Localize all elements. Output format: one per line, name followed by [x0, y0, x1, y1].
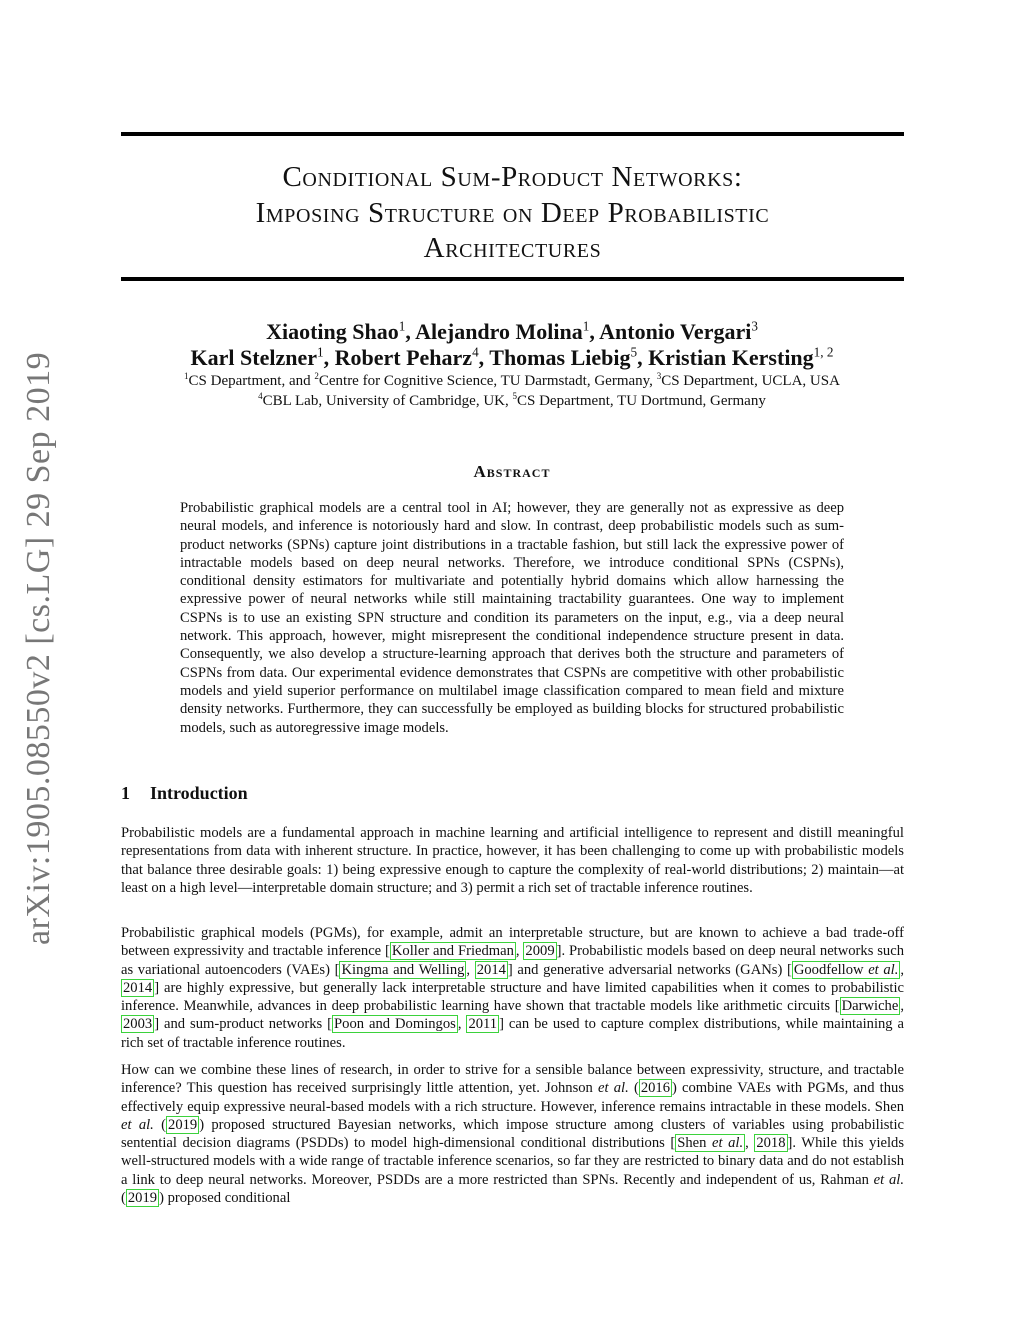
- authors-line-2: Karl Stelzner$^1$, Robert Peharz$^4$, Thomas Liebig$^5$, Kristian Kersting$^{1, 2}$: [190, 344, 834, 370]
- paragraph-text: ,: [515, 943, 524, 960]
- affiliation-text: CS Department, UCLA, USA: [661, 373, 840, 389]
- author-affiliation-mark: 1: [398, 318, 406, 334]
- affiliations-line-1: [60, 372, 964, 391]
- citation-link[interactable]: [166, 1116, 199, 1134]
- paragraph-text: ]. While this yields well-structured models with a wide range of tractable inference scenarios, so far they are restricted to binary data and do not establish a link to deep neural networks. Moreover, PSDDs are a more restricted than SPNs. Recently and independent of us, Rahman: [121, 1135, 905, 1188]
- section-title: Introduction: [150, 783, 248, 803]
- citation-link-part: Poon and Domingos: [334, 1016, 456, 1033]
- affiliation-text: Centre for Cognitive Science, TU Darmstadt, Germany,: [318, 373, 657, 389]
- citation-link[interactable]: [466, 1015, 499, 1033]
- author-name: Kristian Kersting: [648, 345, 814, 370]
- paper-title-line-2: Imposing Structure on Deep Probabilistic: [255, 197, 770, 229]
- intro-paragraph: [121, 1061, 904, 1207]
- section-number: 1: [121, 783, 130, 803]
- citation-link[interactable]: [754, 1134, 787, 1152]
- citation-link-part: 2011: [468, 1016, 498, 1033]
- affiliation-text: CS Department, TU Dortmund, Germany: [516, 393, 766, 409]
- citation-link[interactable]: [523, 942, 556, 960]
- author-affiliation-mark: 3: [751, 318, 758, 334]
- citation-link-part: Koller and Friedman: [391, 943, 514, 960]
- paragraph-text: ,: [900, 961, 905, 978]
- citation-link-part: 2014: [123, 979, 153, 996]
- citation-link-part: et al.: [712, 1135, 744, 1152]
- paragraph-text: ) proposed structured Bayesian networks, which impose structure among clusters of variables using probabilistic sentential decision diagrams (PSDDs) to model high-dimensional conditional distributions [: [121, 1116, 905, 1152]
- citation-link-part: et al.: [868, 961, 899, 978]
- citation-link[interactable]: [840, 997, 901, 1015]
- citation-link-part: Goodfellow: [793, 961, 869, 978]
- author-name: Robert Peharz: [334, 345, 473, 370]
- paragraph-text: ,: [457, 1016, 467, 1033]
- author-name: Thomas Liebig: [489, 345, 631, 370]
- title-top-rule: [121, 132, 904, 136]
- citation-link[interactable]: [792, 961, 901, 979]
- author-name: Antonio Vergari: [599, 319, 752, 344]
- section-heading: [121, 783, 248, 804]
- paragraph-text: ) proposed conditional: [159, 1190, 291, 1207]
- paragraph-text: Probabilistic graphical models (PGMs), for example, admit an interpretable structure, but are known to achieve a bad trade-off between expressivity and tractable inference [: [121, 925, 904, 960]
- affiliation-mark: 5: [512, 391, 517, 401]
- paragraph-text: ] are highly expressive, but generally lack interpretable structure and have limited capabilities when it comes to probabilistic inference. Meanwhile, advances in deep probabilistic learning have shown that tractable models like arithmetic circuits [: [121, 979, 904, 1015]
- paragraph-text: ) combine VAEs with PGMs, and thus effectively equip expressive neural-based models with a rich structure. However, inference remains intractable in these models. Shen: [121, 1080, 904, 1115]
- affiliations-line-2: [60, 392, 964, 411]
- author-affiliation-mark: 5: [630, 344, 638, 360]
- paragraph-text: (: [628, 1080, 639, 1097]
- citation-link-part: 2003: [123, 1016, 153, 1033]
- affiliation-mark: 1: [184, 371, 189, 381]
- affiliation-mark: 4: [258, 391, 263, 401]
- affiliation-mark: 2: [314, 371, 319, 381]
- citation-link[interactable]: [332, 1015, 458, 1033]
- paragraph-text: How can we combine these lines of research, in order to strive for a sensible balance between expressivity, structure, and tractable inference? This question has received surprisingly little attention, yet. Johnson: [121, 1062, 904, 1097]
- author-name: Xiaoting Shao: [266, 319, 399, 344]
- author-affiliation-mark: 1: [317, 344, 324, 360]
- citation-link-part: Darwiche: [841, 998, 899, 1015]
- citation-link-part: 2019: [168, 1116, 198, 1133]
- citation-link-part: Shen: [677, 1135, 712, 1152]
- paragraph-text: (: [153, 1116, 167, 1133]
- author-affiliation-mark: 4: [472, 344, 479, 360]
- paragraph-text: ,: [466, 961, 475, 978]
- abstract-body: Probabilistic graphical models are a central tool in AI; however, they are generally not as expressive as deep neural models, and inference is notoriously hard and slow. In contrast, deep probabilistic models such as sum-product networks (SPNs) capture joint distributions in a tractable fashion, but still lack the expressive power of intractable models based on deep neural networks. Therefore, we introduce conditional SPNs (CSPNs), conditional density estimators for multivariate and potentially hybrid domains which allow harnessing the expressive power of neural networks while still maintaining tractability guarantees. One way to implement CSPNs is to use an existing SPN structure and condition its parameters on the input, e.g., via a deep neural network. This approach, however, might misrepresent the conditional independence structure present in data. Consequently, we also develop a structure-learning approach that derives both the structure and parameters of CSPNs from data. Our experimental evidence demonstrates that CSPNs are competitive with other probabilistic models and yield superior performance on multilabel image classification compared to mean field and mixture density networks. Furthermore, they can successfully be employed as building blocks for structured probabilistic models, such as autoregressive image models.: [180, 500, 844, 736]
- citation-link[interactable]: [121, 979, 154, 997]
- intro-paragraph: [121, 824, 904, 897]
- paragraph-text: (: [121, 1190, 126, 1207]
- paragraph-text: ,: [745, 1135, 755, 1152]
- affiliation-text: CBL Lab, University of Cambridge, UK,: [262, 393, 513, 409]
- paragraph-text: ,: [900, 998, 904, 1015]
- author-affiliation-mark: 1, 2: [813, 344, 834, 360]
- intro-paragraph: [121, 924, 904, 1052]
- citation-link[interactable]: [475, 961, 508, 979]
- citation-link-part: 2009: [525, 943, 555, 960]
- author-name: Karl Stelzner: [190, 345, 318, 370]
- arxiv-identifier-stamp: arXiv:1905.08550v2 [cs.LG] 29 Sep 2019: [20, 351, 57, 945]
- paragraph-text: ] can be used to capture complex distributions, while maintaining a rich set of tractable inference routines.: [121, 1016, 905, 1051]
- abstract-heading: Abstract: [473, 462, 551, 481]
- citation-link[interactable]: [121, 1015, 154, 1033]
- citation-link-part: 2014: [476, 961, 506, 978]
- citation-link-part: 2016: [640, 1080, 670, 1097]
- citation-link[interactable]: [126, 1189, 159, 1207]
- author-affiliation-mark: 1: [582, 318, 590, 334]
- authors-line-1: Xiaoting Shao$^1$, Alejandro Molina$^1$, Antonio Vergari$^3$: [266, 318, 758, 344]
- citation-link[interactable]: [339, 961, 466, 979]
- citation-link-part: Kingma and Welling: [341, 961, 465, 978]
- paragraph-text: Probabilistic models are a fundamental approach in machine learning and artificial intelligence to represent and distill meaningful representations from data with inherent structure. In practice, however, it has been challenging to come up with probabilistic models that balance three desirable goals: 1) being expressive enough to capture the complexity of real-world distributions; 2) maintain—at least on a high level—interpretable domain structure; and 3) permit a rich set of tractable inference routines.: [121, 825, 904, 896]
- paper-title-line-3: Architectures: [423, 232, 602, 264]
- paragraph-text: et al.: [598, 1080, 629, 1097]
- author-name: Alejandro Molina: [415, 319, 583, 344]
- paragraph-text: et al.: [121, 1116, 154, 1133]
- paragraph-text: ] and generative adversarial networks (GANs) [: [507, 961, 792, 978]
- citation-link-part: 2018: [756, 1135, 786, 1152]
- citation-link[interactable]: [390, 942, 516, 960]
- title-bottom-rule: [121, 277, 904, 281]
- affiliation-mark: 3: [656, 371, 662, 381]
- citation-link[interactable]: [675, 1134, 745, 1152]
- paragraph-text: ]. Probabilistic models based on deep neural networks such as variational autoencoders (VAEs) [: [121, 943, 905, 978]
- paragraph-text: et al.: [873, 1171, 904, 1188]
- paper-title-line-1: Conditional Sum-Product Networks:: [282, 161, 743, 193]
- affiliation-text: CS Department, and: [188, 373, 315, 389]
- paragraph-text: ] and sum-product networks [: [154, 1016, 333, 1033]
- citation-link[interactable]: [639, 1079, 672, 1097]
- citation-link-part: 2019: [127, 1190, 158, 1207]
